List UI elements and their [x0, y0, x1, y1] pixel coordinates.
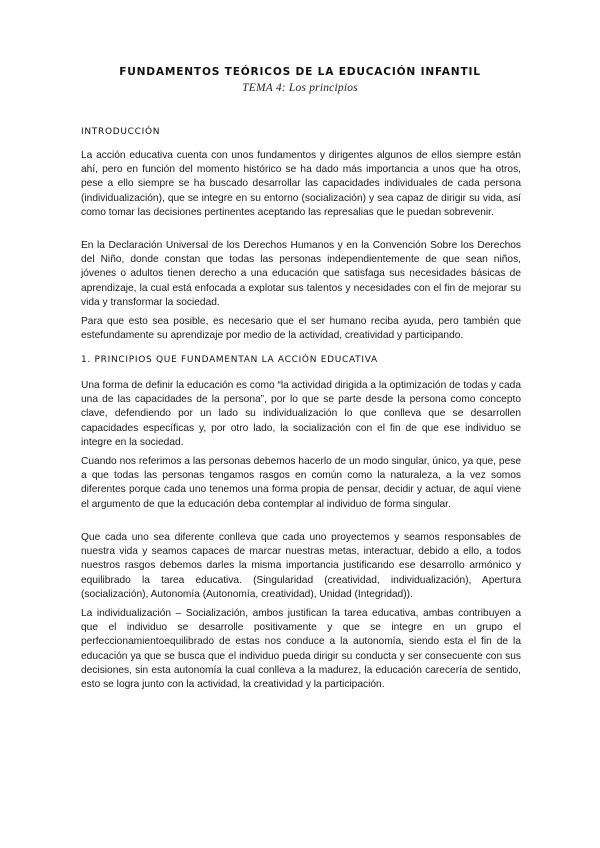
- intro-paragraph-1: La acción educativa cuenta con unos fundamentos y dirigentes algunos de ellos siempre están ahí, pero en función del momento histórico se ha dado más importancia a unos que ha otros, pese a ello siempre se ha buscado desarrollar las capacidades individuales de cada persona (individualización), que se integre en su entorno (socialización) y sea capaz de dirigir su vida, así como tomar las decisiones pertinentes aceptando las represalias que le puedan sobrevenir.: [81, 150, 521, 218]
- document-title: FUNDAMENTOS TEÓRICOS DE LA EDUCACIÓN INFANTIL: [119, 66, 481, 78]
- section1-paragraph-2: Cuando nos referimos a las personas debemos hacerlo de un modo singular, único, ya que, pese a que todas las personas tengamos rasgos en común como la naturaleza, a la vez somos diferentes porque cada uno tenemos una forma propia de pensar, decidir y actuar, de aquí viene el argumento de que la educación deba contemplar al individuo de forma singular.: [81, 456, 521, 510]
- intro-paragraph-2: En la Declaración Universal de los Derechos Humanos y en la Convención Sobre los Derechos del Niño, donde constan que todas las personas independientemente de que sean niños, jóvenes o adultos tienen derecho a una educación que satisfaga sus necesidades básicas de aprendizaje, la cual está enfocada a explotar sus talentos y necesidades con el fin de mejorar su vida y transformar la sociedad.: [81, 240, 521, 308]
- document-subtitle: TEMA 4: Los principios: [242, 82, 358, 94]
- intro-paragraph-3: Para que esto sea posible, es necesario que el ser humano reciba ayuda, pero también que estefundamente su aprendizaje por medio de la actividad, creatividad y participando.: [81, 316, 521, 342]
- section1-paragraph-3: Que cada uno sea diferente conlleva que cada uno proyectemos y seamos responsables de nuestra vida y seamos capaces de marcar nuestras metas, interactuar, debido a ello, a todos nuestros rasgos debemos darles la misma importancia justificando ese desarrollo armónico y equilibrado la tarea educativa. (Singularidad (creatividad, individualización), Apertura (socialización), Autonomía (Autonomía, creatividad), Unidad (Integridad)).: [81, 532, 521, 600]
- intro-heading: INTRODUCCIÓN: [81, 127, 161, 137]
- section1-paragraph-4: La individualización – Socialización, ambos justifican la tarea educativa, ambas contribuyen a que el individuo se desarrolle positivamente y que se integre en un grupo el perfeccionamientoequilibrado de estas nos conduce a la autonomía, siendo esta el fin de la educación ya que se busca que el individuo pueda dirigir su conducta y ser consecuente con sus decisiones, sin esta autonomía la cual conlleva a la madurez, la educación carecería de sentido, esto se logra junto con la actividad, la creatividad y la participación.: [81, 608, 521, 691]
- section1-paragraph-1: Una forma de definir la educación es como “la actividad dirigida a la optimización de todas y cada una de las capacidades de la persona”, por lo que se parte desde la persona como concepto clave, defendiendo por un lado su individualización lo que conlleva que se desarrollen capacidades específicas y, por otro lado, la socialización con el fin de que ese individuo se integre en la sociedad.: [81, 380, 522, 448]
- section1-heading: 1. PRINCIPIOS QUE FUNDAMENTAN LA ACCIÓN EDUCATIVA: [81, 355, 378, 365]
